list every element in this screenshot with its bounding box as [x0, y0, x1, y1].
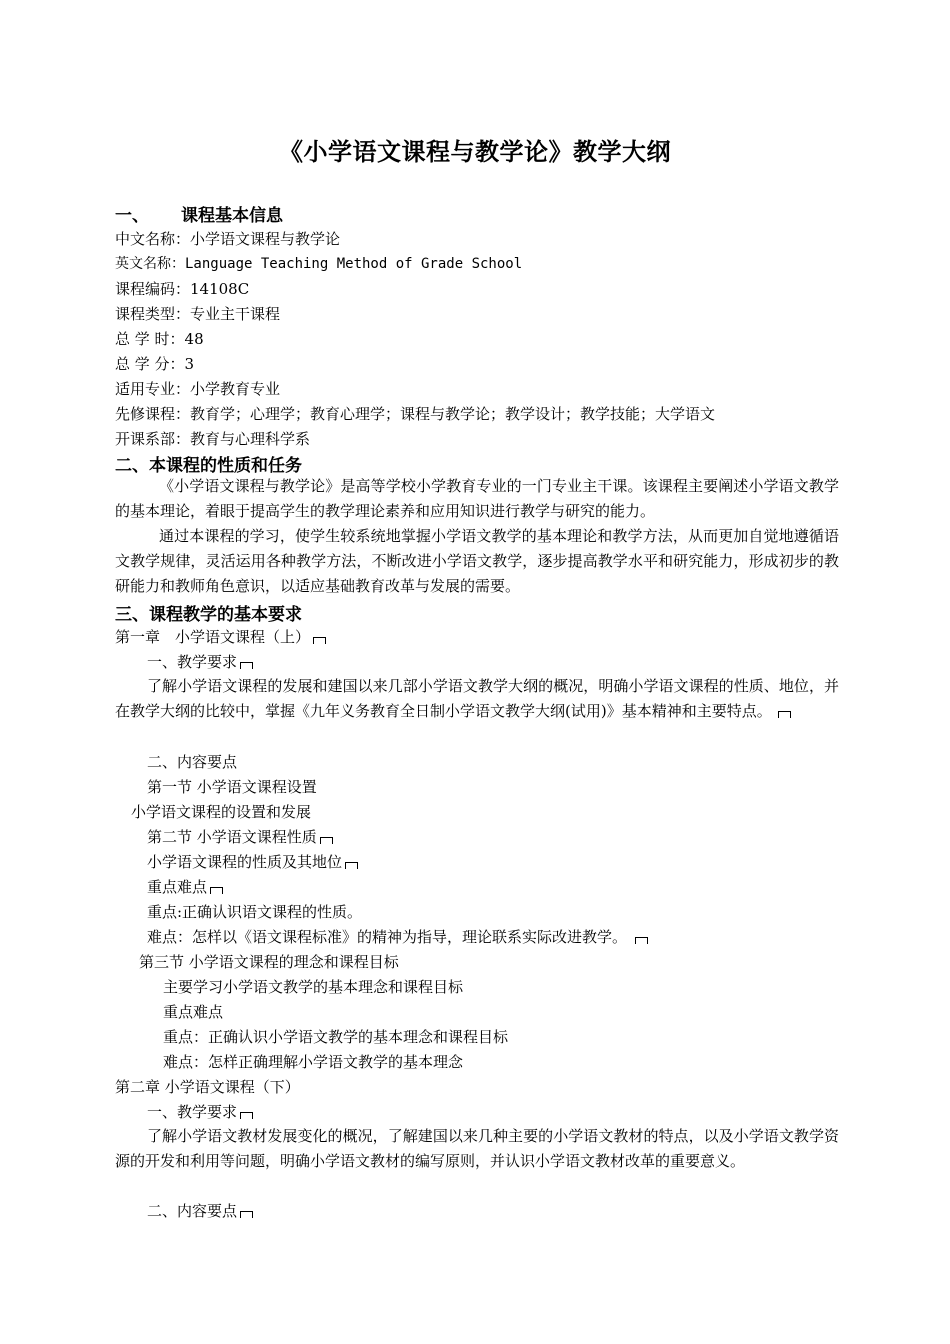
section-3-heading: 三、课程教学的基本要求: [115, 605, 302, 625]
chapter-1-title-text: 第一章 小学语文课程（上）: [115, 628, 311, 646]
chapter-1-section-3-key-label: 重点难点: [163, 1003, 224, 1021]
chapter-1-section-2-difficulty-text: 难点：怎样以《语文课程标准》的精神为指导，理论联系实际改进教学。: [147, 928, 628, 946]
section-2-paragraph-1: 《小学语文课程与教学论》是高等学校小学教育专业的一门专业主干课。该课程主要阐述小学语文教学的基本理论，着眼于提高学生的教学理论素养和应用知识进行教学与研究的能力。: [115, 477, 839, 520]
chapter-1-section-2-difficulty: [147, 926, 648, 947]
field-english-name: 英文名称：Language Teaching Method of Grade School: [115, 256, 523, 272]
chapter-1-requirements-body: 了解小学语文课程的发展和建国以来几部小学语文教学大纲的概况，明确小学语文课程的性质、地位，并在教学大纲的比较中，掌握《九年义务教育全日制小学语文教学大纲(试用)》基本精神和主要特点。: [115, 677, 839, 720]
section-2-heading: 二、本课程的性质和任务: [115, 456, 302, 476]
chapter-1-section-2-body-text: 小学语文课程的性质及其地位: [147, 853, 343, 871]
chapter-2-requirements-label-text: 一、教学要求: [147, 1103, 238, 1121]
section-2-paragraph-2: 通过本课程的学习，使学生较系统地掌握小学语文教学的基本理论和教学方法，从而更加自觉地遵循语文教学规律，灵活运用各种教学方法，不断改进小学语文教学，逐步提高教学水平和研究能力，形成初步的教研能力和教师角色意识，以适应基础教育改革与发展的需要。: [115, 527, 839, 595]
section-1-heading: [115, 201, 283, 226]
field-major: 适用专业：小学教育专业: [115, 380, 281, 398]
chapter-2-title: 第二章 小学语文课程（下）: [115, 1078, 300, 1096]
paragraph-mark-icon: [635, 937, 648, 944]
paragraph-mark-icon: [240, 1112, 253, 1119]
paragraph-mark-icon: [778, 711, 791, 718]
chapter-1-requirements-label: [147, 651, 253, 672]
paragraph-mark-icon: [345, 862, 358, 869]
paragraph-mark-icon: [210, 887, 223, 894]
paragraph-mark-icon: [240, 1211, 253, 1218]
chapter-1-section-2-body: [147, 851, 358, 872]
chapter-1-section-3-key-point: 重点：正确认识小学语文教学的基本理念和课程目标: [163, 1028, 509, 1046]
paragraph-mark-icon: [240, 662, 253, 669]
chapter-1-section-2-key-point: 重点:正确认识语文课程的性质。: [147, 903, 363, 921]
paragraph-mark-icon: [313, 637, 326, 644]
chapter-1-section-1-title: 第一节 小学语文课程设置: [147, 778, 317, 796]
chapter-2-requirements-label: [147, 1101, 253, 1122]
field-prerequisites: 先修课程：教育学；心理学；教育心理学；课程与教学论；教学设计；教学技能；大学语文: [115, 405, 716, 423]
chapter-1-section-2-title-text: 第二节 小学语文课程性质: [147, 828, 317, 846]
field-course-type: 课程类型：专业主干课程: [115, 305, 281, 323]
document-title: 《小学语文课程与教学论》教学大纲: [279, 138, 671, 166]
field-course-code: 课程编码：14108C: [115, 280, 250, 298]
chapter-1-content-label: 二、内容要点: [147, 753, 238, 771]
chapter-1-section-3-difficulty: 难点：怎样正确理解小学语文教学的基本理念: [163, 1053, 464, 1071]
chapter-1-section-1-body: 小学语文课程的设置和发展: [131, 803, 312, 821]
section-1-number: 一、: [115, 206, 149, 226]
chapter-1-section-3-title: 第三节 小学语文课程的理念和课程目标: [139, 953, 399, 971]
chapter-1-requirements-text: [115, 674, 839, 724]
chapter-1-section-2-key-label-text: 重点难点: [147, 878, 208, 896]
field-chinese-name: 中文名称：小学语文课程与教学论: [115, 230, 341, 248]
field-total-credits: 总 学 分：3: [115, 355, 195, 373]
field-total-hours: 总 学 时：48: [115, 330, 204, 348]
chapter-2-content-label: [147, 1200, 253, 1221]
chapter-1-title: [115, 626, 326, 647]
paragraph-mark-icon: [320, 837, 333, 844]
section-1-title: 课程基本信息: [181, 206, 283, 226]
chapter-2-requirements-text: 了解小学语文教材发展变化的概况，了解建国以来几种主要的小学语文教材的特点，以及小学语文教学资源的开发和利用等问题，明确小学语文教材的编写原则，并认识小学语文教材改革的重要意义。: [115, 1127, 839, 1170]
chapter-1-section-3-body: 主要学习小学语文教学的基本理念和课程目标: [163, 978, 464, 996]
chapter-2-content-label-text: 二、内容要点: [147, 1202, 238, 1220]
chapter-1-section-2-title: [147, 826, 333, 847]
chapter-1-section-2-key-label: [147, 876, 223, 897]
field-department: 开课系部：教育与心理科学系: [115, 430, 311, 448]
chapter-1-requirements-label-text: 一、教学要求: [147, 653, 238, 671]
